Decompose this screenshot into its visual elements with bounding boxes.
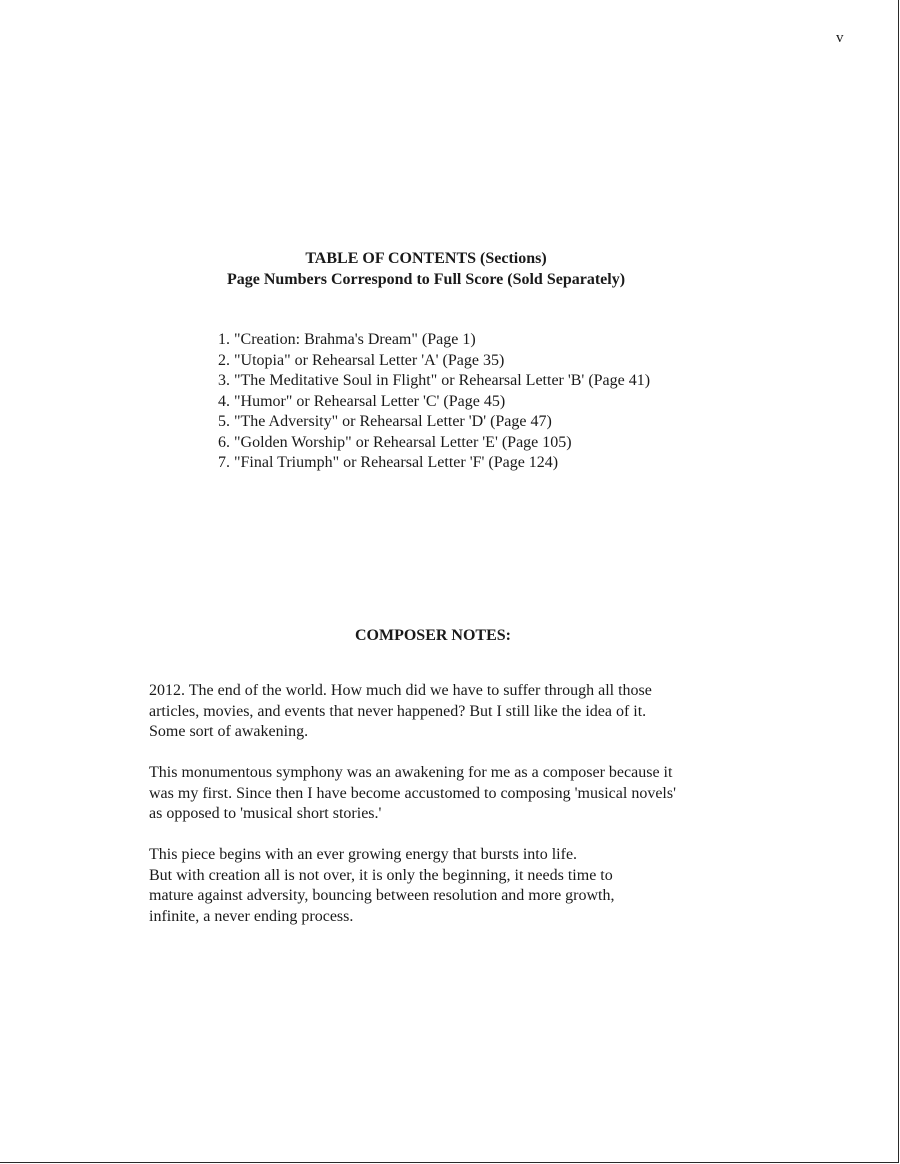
toc-item: 1. "Creation: Brahma's Dream" (Page 1) [218, 331, 476, 348]
notes-line: 2012. The end of the world. How much did we have to suffer through all those [149, 682, 652, 699]
notes-line: This piece begins with an ever growing energy that bursts into life. [149, 846, 578, 863]
notes-line: articles, movies, and events that never happened? But I still like the idea of it. [149, 702, 647, 720]
notes-paragraph [149, 845, 615, 927]
toc-list [218, 330, 650, 474]
notes-line: But with creation all is not over, it is only the beginning, it needs time to [149, 866, 613, 884]
notes-line: Some sort of awakening. [149, 723, 309, 740]
toc-heading [150, 248, 702, 290]
notes-line: mature against adversity, bouncing between resolution and more growth, [149, 887, 615, 904]
toc-item: 5. "The Adversity" or Rehearsal Letter 'D' (Page 47) [218, 413, 552, 430]
page-number: v [836, 30, 844, 46]
notes-line: This monumentous symphony was an awakening for me as a composer because it [149, 764, 673, 781]
notes-paragraph [149, 681, 652, 743]
composer-notes-title: COMPOSER NOTES: [354, 627, 511, 644]
notes-paragraph [149, 763, 676, 825]
notes-line: as opposed to 'musical short stories.' [149, 805, 382, 822]
notes-line: was my first. Since then I have become accustomed to composing 'musical novels' [149, 784, 676, 802]
toc-item: 6. "Golden Worship" or Rehearsal Letter 'E' (Page 105) [218, 433, 572, 451]
toc-item: 3. "The Meditative Soul in Flight" or Rehearsal Letter 'B' (Page 41) [218, 372, 651, 389]
toc-item: 2. "Utopia" or Rehearsal Letter 'A' (Page 35) [218, 351, 505, 369]
toc-item: 7. "Final Triumph" or Rehearsal Letter 'F' (Page 124) [218, 454, 559, 471]
toc-subtitle: Page Numbers Correspond to Full Score (Sold Separately) [226, 271, 626, 288]
toc-title: TABLE OF CONTENTS (Sections) [305, 250, 547, 267]
notes-line: infinite, a never ending process. [149, 907, 354, 925]
toc-item: 4. "Humor" or Rehearsal Letter 'C' (Page 45) [218, 392, 506, 410]
